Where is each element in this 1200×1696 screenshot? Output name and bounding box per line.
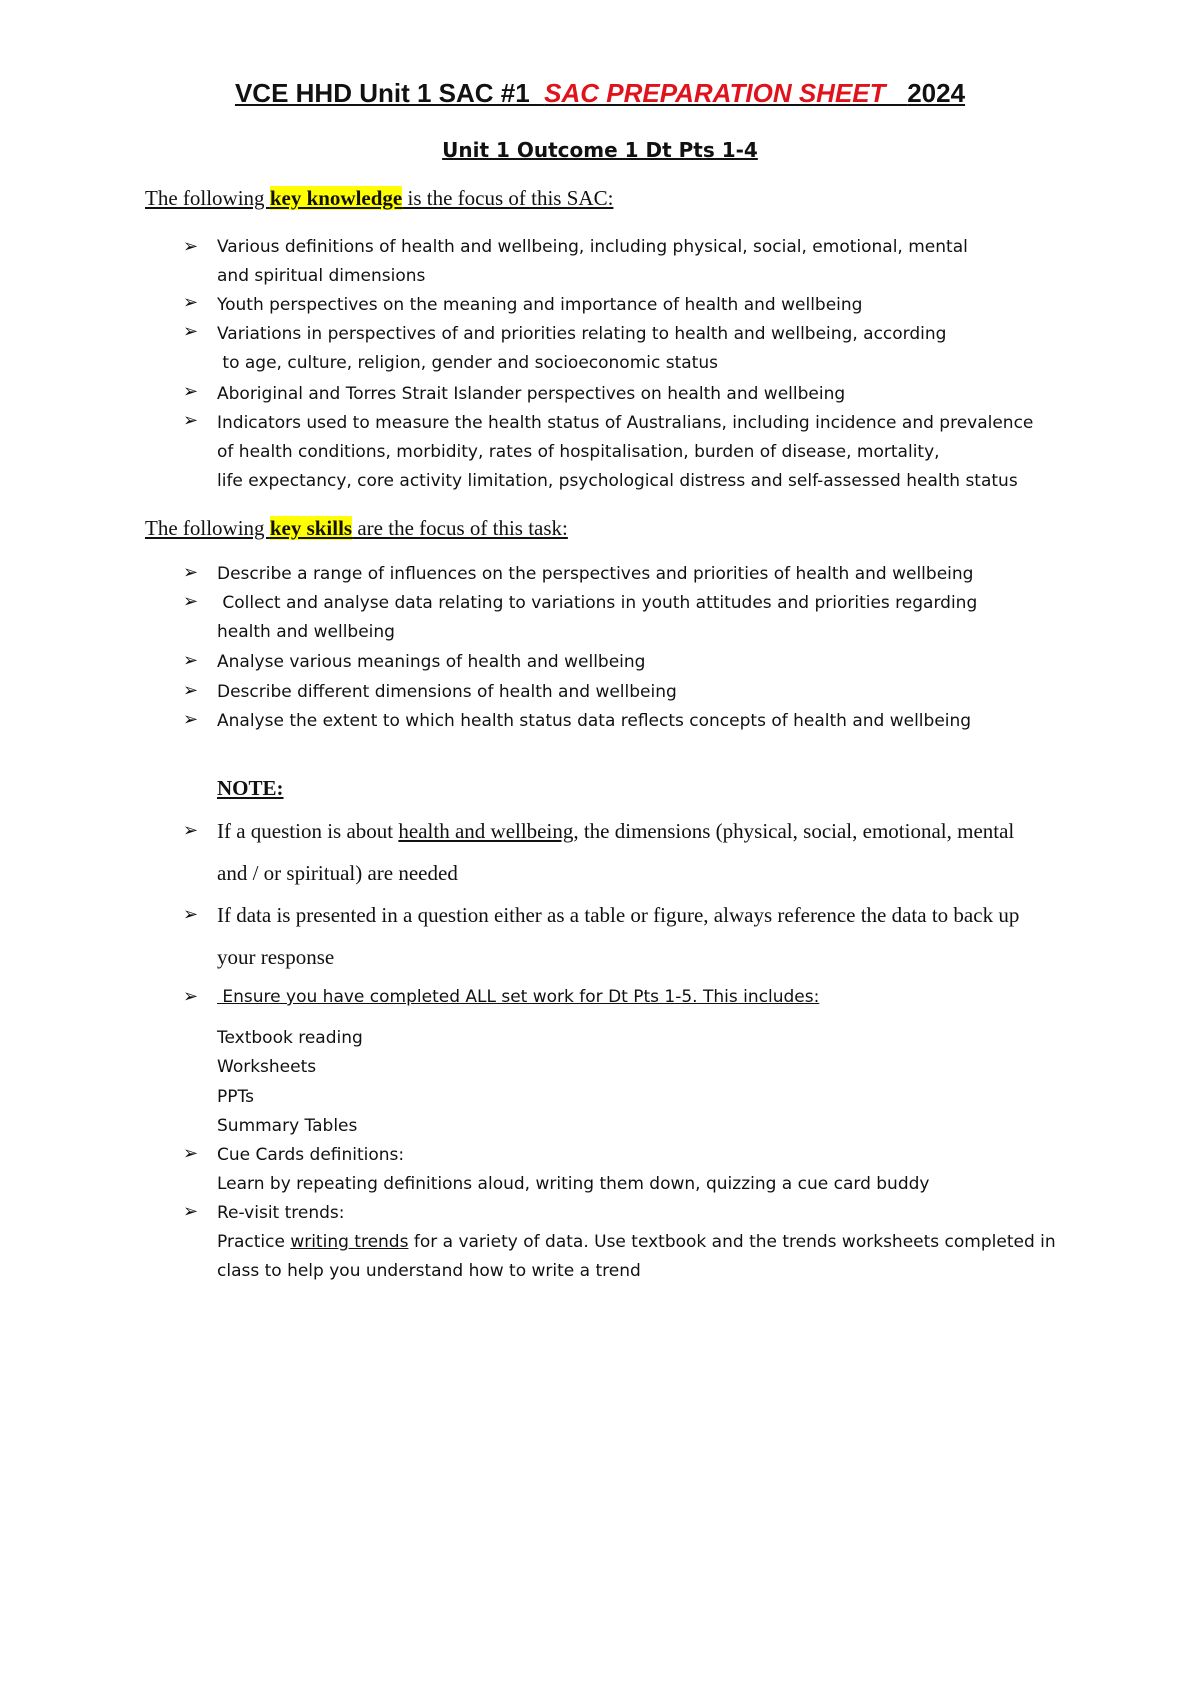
trends-text-cont: class to help you understand how to write a trend (217, 1261, 641, 1281)
knowledge-intro-highlight: key knowledge (269, 186, 403, 210)
note-item-1-after: , the dimensions (physical, social, emotional, mental (573, 819, 1015, 843)
bullet-icon: ➢ (183, 562, 199, 583)
trends-text-underlined: writing trends (290, 1232, 409, 1252)
note-item-2: If data is presented in a question either as a table or figure, always reference the data to back up (217, 903, 1020, 927)
bullet-icon: ➢ (183, 591, 199, 612)
trends-text-after: for a variety of data. Use textbook and the trends worksheets completed in (408, 1232, 1056, 1252)
page-title (0, 78, 1200, 109)
cue-cards-heading: Cue Cards definitions: (217, 1145, 405, 1165)
knowledge-item-4: Aboriginal and Torres Strait Islander perspectives on health and wellbeing (217, 384, 846, 404)
knowledge-item-5-cont-2: life expectancy, core activity limitation, psychological distress and self-assessed health status (217, 471, 1018, 491)
bullet-icon: ➢ (183, 1201, 199, 1222)
bullet-icon: ➢ (183, 321, 199, 342)
note-item-2-cont: your response (217, 945, 335, 969)
bullet-icon: ➢ (183, 820, 199, 841)
skill-item-2: Collect and analyse data relating to variations in youth attitudes and priorities regarding (217, 593, 978, 613)
skill-item-1: Describe a range of influences on the perspectives and priorities of health and wellbeing (217, 564, 974, 584)
skills-intro (145, 516, 568, 541)
trends-text-before: Practice (217, 1232, 291, 1252)
bullet-icon: ➢ (183, 650, 199, 671)
skill-item-4: Describe different dimensions of health and wellbeing (217, 682, 677, 702)
bullet-icon: ➢ (183, 236, 199, 257)
title-part-3: 2024 (907, 78, 966, 108)
note-heading: NOTE: (217, 776, 284, 800)
bullet-icon: ➢ (183, 680, 199, 701)
knowledge-item-2: Youth perspectives on the meaning and importance of health and wellbeing (217, 295, 863, 315)
note-item-1-cont: and / or spiritual) are needed (217, 861, 458, 885)
skills-intro-before: The following (145, 516, 270, 540)
bullet-icon: ➢ (183, 986, 199, 1007)
skills-intro-highlight: key skills (269, 516, 353, 540)
knowledge-item-1: Various definitions of health and wellbeing, including physical, social, emotional, mental (217, 237, 968, 257)
work-list-item-2: Worksheets (217, 1057, 317, 1077)
knowledge-intro-before: The following (145, 186, 270, 210)
knowledge-item-1-cont: and spiritual dimensions (217, 266, 426, 286)
title-part-2: SAC PREPARATION SHEET (544, 78, 908, 108)
trends-text (217, 1231, 1056, 1253)
skill-item-2-cont: health and wellbeing (217, 622, 395, 642)
skill-item-3: Analyse various meanings of health and wellbeing (217, 652, 646, 672)
title-part-1: VCE HHD Unit 1 SAC #1 (234, 78, 545, 108)
note-item-1-before: If a question is about (217, 819, 399, 843)
knowledge-item-3: Variations in perspectives of and priorities relating to health and wellbeing, according (217, 324, 947, 344)
bullet-icon: ➢ (183, 292, 199, 313)
bullet-icon: ➢ (183, 1143, 199, 1164)
bullet-icon: ➢ (183, 709, 199, 730)
bullet-icon: ➢ (183, 904, 199, 925)
bullet-icon: ➢ (183, 410, 199, 431)
cue-cards-text: Learn by repeating definitions aloud, writing them down, quizzing a cue card buddy (217, 1174, 930, 1194)
knowledge-intro (145, 186, 613, 211)
page-subtitle: Unit 1 Outcome 1 Dt Pts 1-4 (442, 138, 758, 162)
note-item-1-underlined: health and wellbeing (398, 819, 574, 843)
knowledge-item-3-cont: to age, culture, religion, gender and socioeconomic status (217, 353, 718, 373)
knowledge-intro-after: is the focus of this SAC: (402, 186, 614, 210)
work-list-item-4: Summary Tables (217, 1116, 358, 1136)
note-item-1 (217, 818, 1014, 844)
work-list-item-1: Textbook reading (217, 1028, 363, 1048)
work-list-item-3: PPTs (217, 1087, 254, 1107)
knowledge-item-5-cont-1: of health conditions, morbidity, rates of hospitalisation, burden of disease, mortality, (217, 442, 940, 462)
note-item-3: Ensure you have completed ALL set work for Dt Pts 1-5. This includes: (217, 987, 820, 1007)
skills-intro-after: are the focus of this task: (352, 516, 568, 540)
knowledge-item-5: Indicators used to measure the health status of Australians, including incidence and prevalence (217, 413, 1034, 433)
bullet-icon: ➢ (183, 381, 199, 402)
skill-item-5: Analyse the extent to which health status data reflects concepts of health and wellbeing (217, 711, 972, 731)
trends-heading: Re-visit trends: (217, 1203, 345, 1223)
